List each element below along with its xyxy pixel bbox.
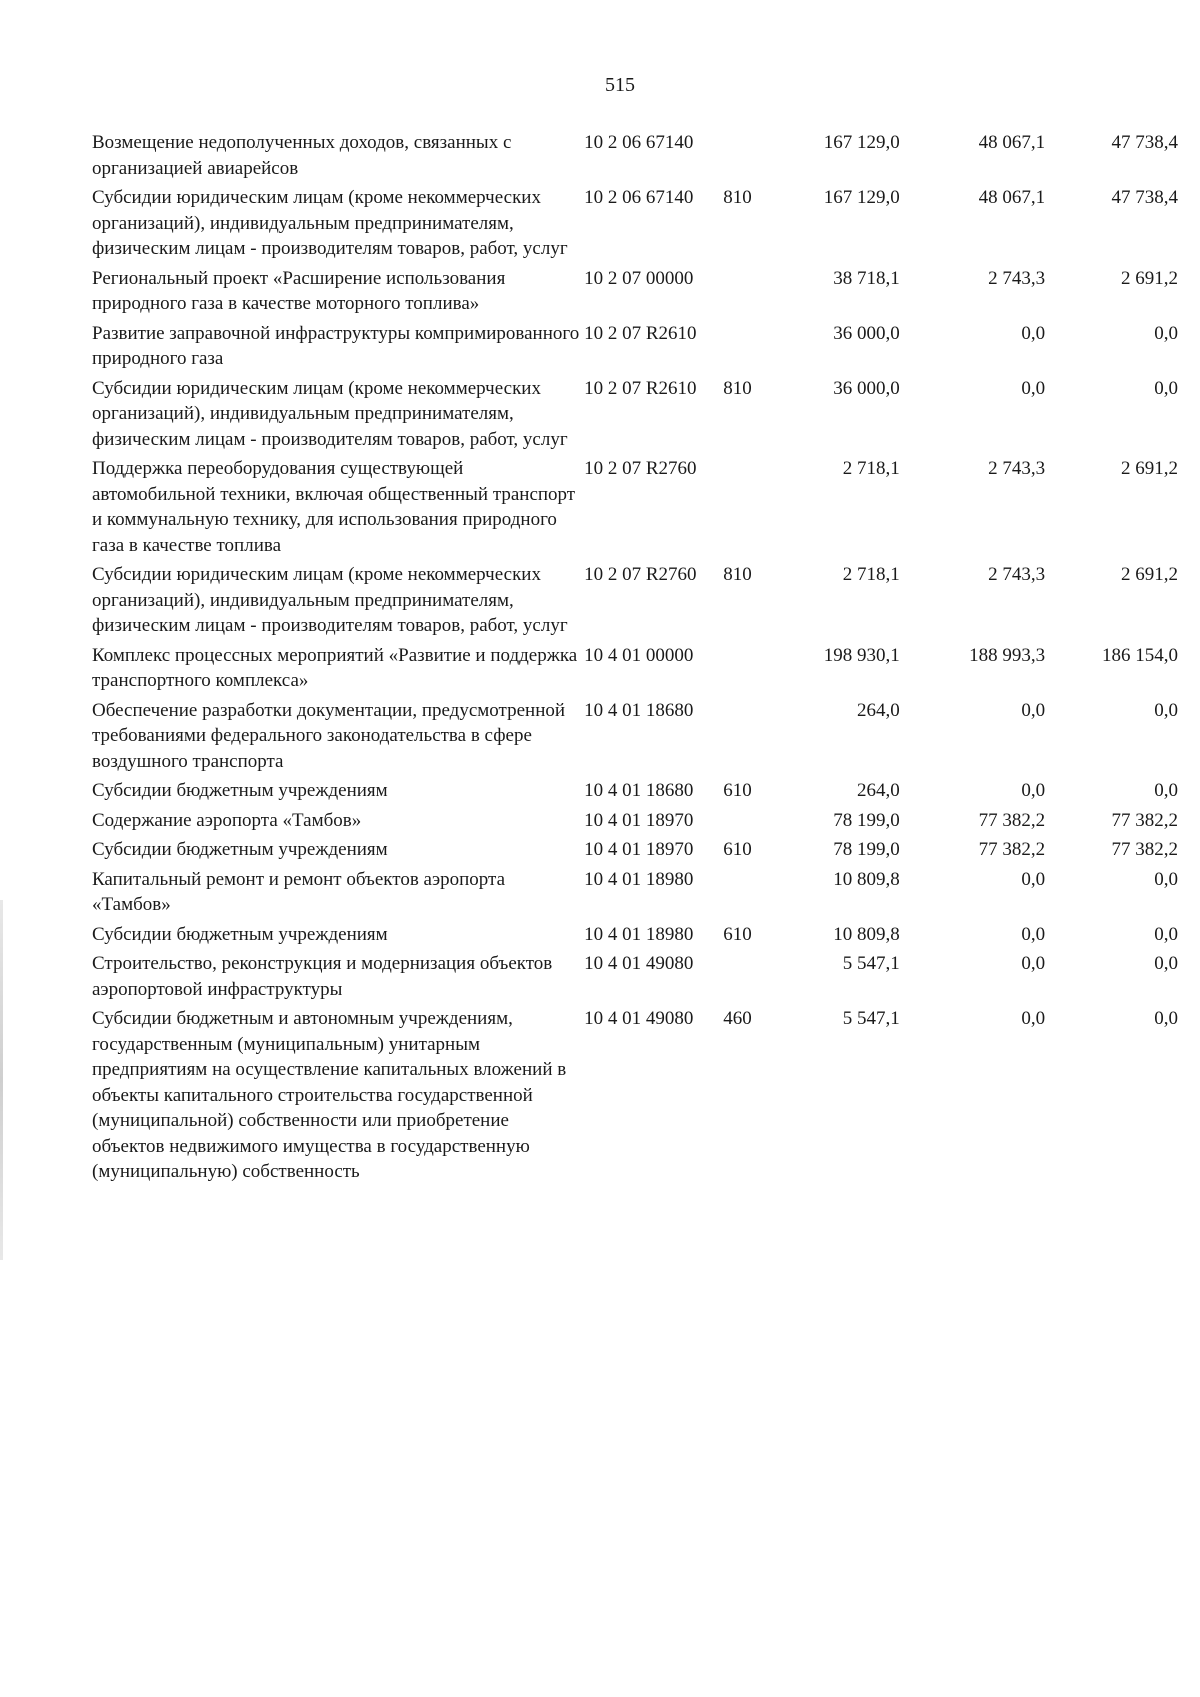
amount-year3-cell: 0,0 — [1154, 923, 1178, 945]
amount-year3-cell: 0,0 — [1154, 780, 1178, 801]
target-code-cell: 10 2 07 00000 — [584, 267, 694, 289]
item-name-cell: Поддержка переоборудования существующей автомобильной техники, включая общественный транспорт и коммунальную технику, для использования природного газа в качестве топлива — [92, 458, 576, 556]
amount-year2-cell: 0,0 — [1021, 923, 1046, 945]
expense-type-cell: 460 — [723, 1008, 752, 1029]
item-name-cell: Региональный проект «Расширение использования природного газа в качестве моторного топлива» — [92, 267, 506, 314]
table-row — [92, 321, 1178, 376]
table-row — [92, 376, 1178, 457]
amount-year2-cell: 48 067,1 — [978, 132, 1046, 153]
amount-year3-cell: 2 691,2 — [1121, 458, 1178, 479]
amount-year3-cell: 47 738,4 — [1111, 187, 1178, 208]
table-row — [92, 643, 1178, 698]
amount-year3-cell: 2 691,2 — [1121, 267, 1178, 289]
table-row — [92, 456, 1178, 562]
amount-year2-cell: 0,0 — [1021, 699, 1046, 721]
amount-year2-cell: 77 382,2 — [978, 809, 1046, 831]
amount-year3-cell: 186 154,0 — [1102, 644, 1178, 666]
amount-year1-cell: 36 000,0 — [833, 377, 900, 399]
table-row — [92, 185, 1178, 266]
target-code-cell: 10 4 01 18980 — [584, 868, 694, 890]
amount-year1-cell: 10 809,8 — [833, 868, 900, 890]
amount-year1-cell: 38 718,1 — [833, 267, 900, 289]
expense-type-cell: 810 — [723, 564, 752, 585]
table-row — [92, 130, 1178, 185]
amount-year2-cell: 0,0 — [1021, 322, 1046, 344]
table-row — [92, 562, 1178, 643]
item-name-cell: Субсидии юридическим лицам (кроме некоммерческих организаций), индивидуальным предпринимателям, физическим лицам - производителям товаров, работ, услуг — [92, 564, 568, 636]
expense-type-cell: 810 — [723, 187, 752, 208]
amount-year1-cell: 5 547,1 — [842, 953, 900, 974]
amount-year1-cell: 5 547,1 — [842, 1008, 900, 1029]
item-name-cell: Содержание аэропорта «Тамбов» — [92, 809, 362, 831]
item-name-cell: Субсидии юридическим лицам (кроме некоммерческих организаций), индивидуальным предпринимателям, физическим лицам - производителям товаров, работ, услуг — [92, 377, 568, 450]
amount-year1-cell: 264,0 — [856, 780, 900, 801]
amount-year2-cell: 0,0 — [1021, 1008, 1046, 1029]
budget-table — [92, 130, 1178, 1189]
amount-year3-cell: 47 738,4 — [1111, 132, 1178, 153]
expense-type-cell — [723, 643, 775, 698]
item-name-cell: Субсидии бюджетным учреждениям — [92, 839, 388, 860]
amount-year1-cell: 10 809,8 — [833, 923, 900, 945]
expense-type-cell — [723, 456, 775, 562]
table-row — [92, 698, 1178, 779]
amount-year1-cell: 167 129,0 — [823, 132, 900, 153]
amount-year2-cell: 0,0 — [1021, 953, 1046, 974]
amount-year3-cell: 0,0 — [1154, 953, 1178, 974]
amount-year1-cell: 198 930,1 — [823, 644, 900, 666]
item-name-cell: Обеспечение разработки документации, предусмотренной требованиями федерального законодательства в сфере воздушного транспорта — [92, 699, 566, 772]
target-code-cell: 10 4 01 18680 — [584, 780, 694, 801]
amount-year2-cell: 0,0 — [1021, 868, 1046, 890]
amount-year1-cell: 78 199,0 — [833, 809, 900, 831]
target-code-cell: 10 2 07 R2610 — [584, 322, 697, 344]
expense-type-cell — [723, 951, 775, 1006]
table-row — [92, 1006, 1178, 1189]
target-code-cell: 10 2 06 67140 — [584, 132, 694, 153]
amount-year1-cell: 2 718,1 — [842, 564, 900, 585]
target-code-cell: 10 4 01 49080 — [584, 1008, 694, 1029]
amount-year1-cell: 167 129,0 — [823, 187, 900, 208]
item-name-cell: Субсидии бюджетным учреждениям — [92, 780, 388, 801]
target-code-cell: 10 4 01 18680 — [584, 699, 694, 721]
expense-type-cell: 610 — [723, 780, 752, 801]
amount-year2-cell: 0,0 — [1021, 377, 1046, 399]
amount-year3-cell: 0,0 — [1154, 699, 1178, 721]
table-row — [92, 951, 1178, 1006]
expense-type-cell — [723, 266, 775, 321]
table-row — [92, 837, 1178, 867]
table-row — [92, 266, 1178, 321]
table-row — [92, 922, 1178, 952]
amount-year2-cell: 2 743,3 — [988, 267, 1046, 289]
amount-year1-cell: 78 199,0 — [833, 839, 900, 860]
budget-table-body — [92, 130, 1178, 1189]
amount-year2-cell: 48 067,1 — [978, 187, 1046, 208]
target-code-cell: 10 4 01 18980 — [584, 923, 694, 945]
item-name-cell: Субсидии бюджетным и автономным учреждениям, государственным (муниципальным) унитарным предприятиям на осуществление капитальных вложений в объекты капитального строительства государственной (муниципальной) собственности или приобретение объектов недвижимого имущества в государственную (муниципальную) собственность — [92, 1008, 567, 1182]
target-code-cell: 10 4 01 00000 — [584, 644, 694, 666]
table-row — [92, 808, 1178, 838]
target-code-cell: 10 4 01 18970 — [584, 839, 694, 860]
target-code-cell: 10 2 06 67140 — [584, 187, 694, 208]
target-code-cell: 10 2 07 R2760 — [584, 564, 697, 585]
target-code-cell: 10 2 07 R2760 — [584, 458, 697, 479]
amount-year2-cell: 2 743,3 — [988, 458, 1046, 479]
amount-year3-cell: 0,0 — [1154, 377, 1178, 399]
expense-type-cell — [723, 698, 775, 779]
target-code-cell: 10 4 01 18970 — [584, 809, 694, 831]
item-name-cell: Капитальный ремонт и ремонт объектов аэропорта «Тамбов» — [92, 868, 506, 915]
item-name-cell: Субсидии юридическим лицам (кроме некоммерческих организаций), индивидуальным предпринимателям, физическим лицам - производителям товаров, работ, услуг — [92, 187, 568, 259]
amount-year1-cell: 2 718,1 — [842, 458, 900, 479]
item-name-cell: Субсидии бюджетным учреждениям — [92, 923, 388, 945]
item-name-cell: Развитие заправочной инфраструктуры компримированного природного газа — [92, 322, 580, 369]
expense-type-cell — [723, 867, 775, 922]
item-name-cell: Строительство, реконструкция и модернизация объектов аэропортовой инфраструктуры — [92, 953, 553, 1000]
target-code-cell: 10 2 07 R2610 — [584, 377, 697, 399]
target-code-cell: 10 4 01 49080 — [584, 953, 694, 974]
scan-edge-shadow — [0, 900, 3, 1260]
amount-year1-cell: 36 000,0 — [833, 322, 900, 344]
amount-year3-cell: 2 691,2 — [1121, 564, 1178, 585]
amount-year3-cell: 77 382,2 — [1111, 809, 1178, 831]
table-row — [92, 867, 1178, 922]
amount-year3-cell: 77 382,2 — [1111, 839, 1178, 860]
expense-type-cell — [723, 130, 775, 185]
amount-year2-cell: 0,0 — [1021, 780, 1046, 801]
amount-year2-cell: 2 743,3 — [988, 564, 1046, 585]
amount-year3-cell: 0,0 — [1154, 868, 1178, 890]
expense-type-cell — [723, 808, 775, 838]
expense-type-cell: 610 — [723, 839, 752, 860]
page-number: 515 — [605, 74, 635, 96]
expense-type-cell: 810 — [723, 377, 752, 399]
item-name-cell: Комплекс процессных мероприятий «Развитие и поддержка транспортного комплекса» — [92, 644, 578, 691]
amount-year2-cell: 77 382,2 — [978, 839, 1046, 860]
table-row — [92, 778, 1178, 808]
expense-type-cell: 610 — [723, 923, 752, 945]
amount-year2-cell: 188 993,3 — [969, 644, 1046, 666]
amount-year1-cell: 264,0 — [856, 699, 900, 721]
amount-year3-cell: 0,0 — [1154, 1008, 1178, 1029]
amount-year3-cell: 0,0 — [1154, 322, 1178, 344]
item-name-cell: Возмещение недополученных доходов, связанных с организацией авиарейсов — [92, 132, 512, 179]
expense-type-cell — [723, 321, 775, 376]
